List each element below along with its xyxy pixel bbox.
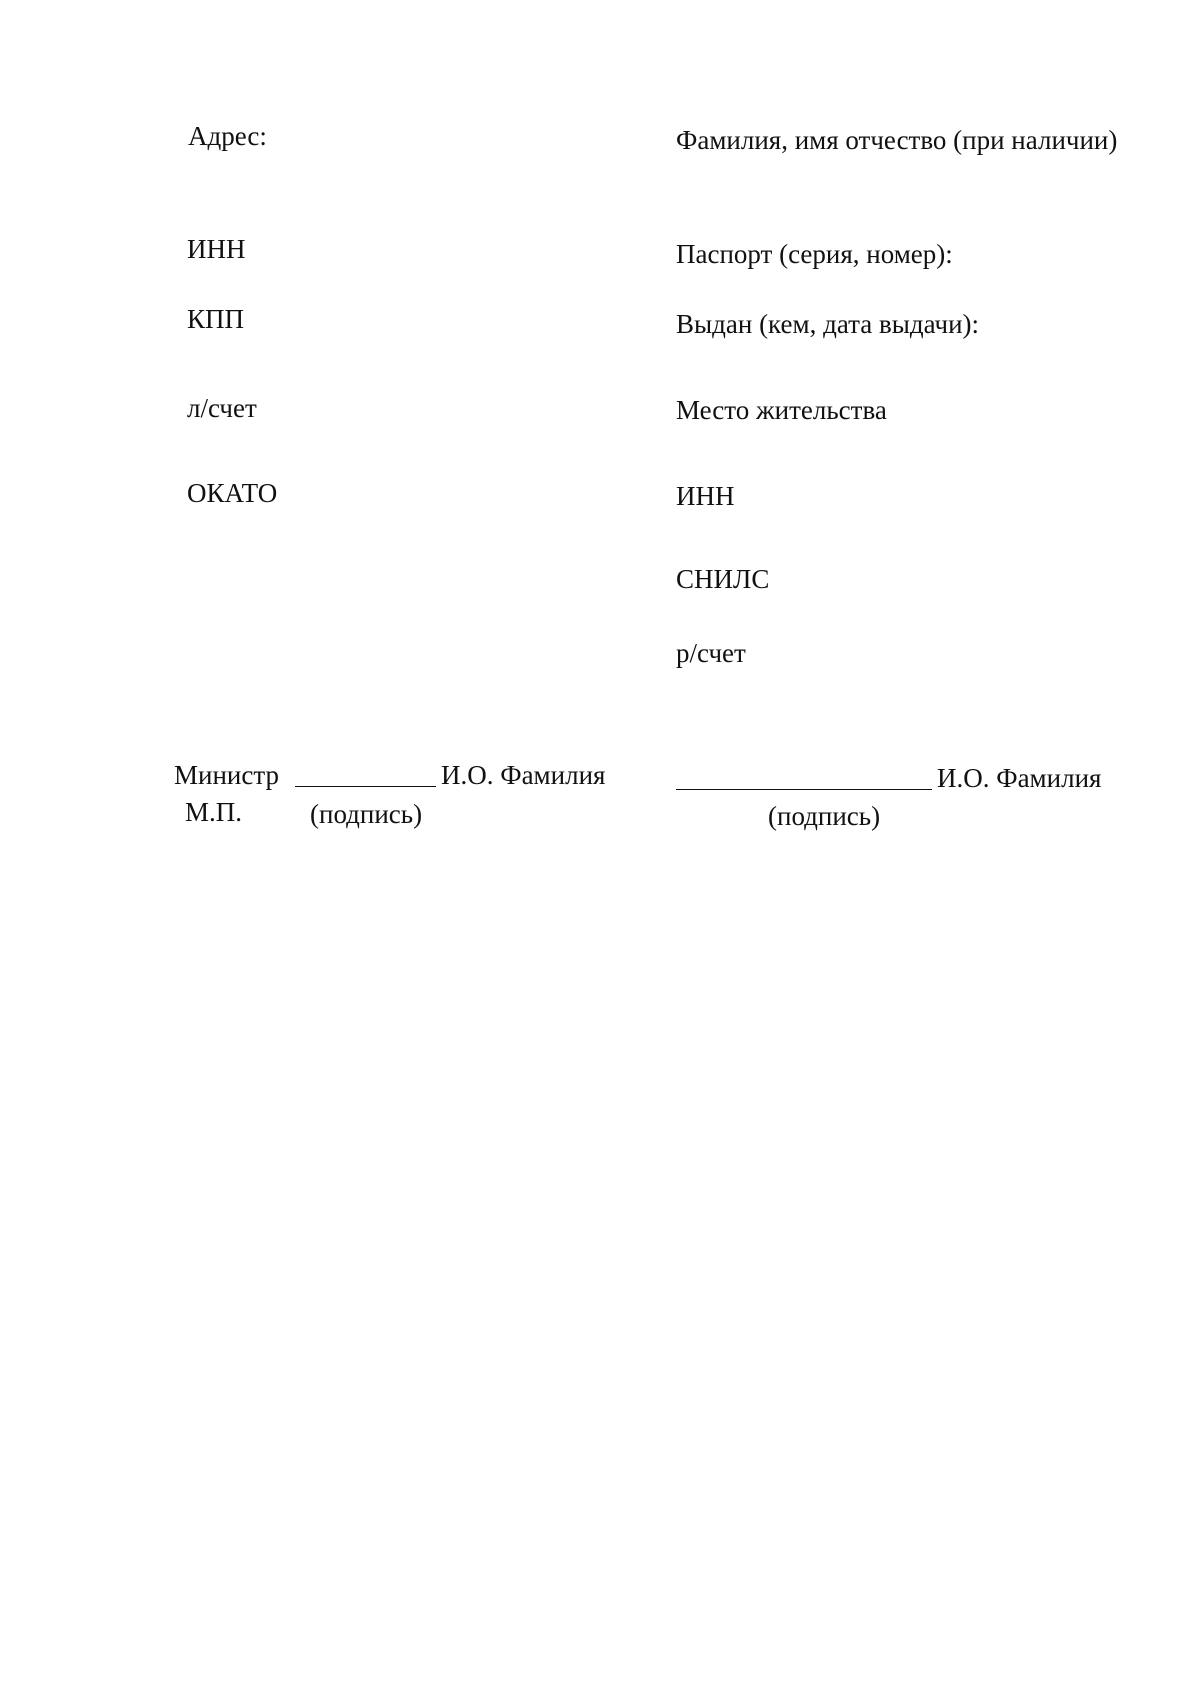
passport-label: Паспорт (серия, номер): xyxy=(676,239,953,269)
snils-label: СНИЛС xyxy=(676,564,770,594)
okato-label: ОКАТО xyxy=(187,478,278,508)
inn-label-left: ИНН xyxy=(187,234,246,264)
right-signature-line xyxy=(676,789,932,790)
minister-label: Министр xyxy=(174,760,279,790)
personal-account-label: л/счет xyxy=(187,393,257,423)
issued-by-label: Выдан (кем, дата выдачи): xyxy=(676,309,980,339)
inn-label-right: ИНН xyxy=(676,481,735,511)
left-signer-name: И.О. Фамилия xyxy=(441,760,606,790)
residence-label: Место жительства xyxy=(676,395,887,425)
left-signature-line xyxy=(295,786,436,787)
right-signer-name: И.О. Фамилия xyxy=(937,763,1102,793)
right-signature-caption: (подпись) xyxy=(768,801,881,831)
kpp-label: КПП xyxy=(187,304,245,334)
fio-label: Фамилия, имя отчество (при наличии) xyxy=(676,125,1118,155)
left-signature-caption: (подпись) xyxy=(310,799,423,829)
address-label: Адрес: xyxy=(188,121,267,151)
seal-label: М.П. xyxy=(185,797,243,827)
settlement-account-label: р/счет xyxy=(676,638,746,668)
